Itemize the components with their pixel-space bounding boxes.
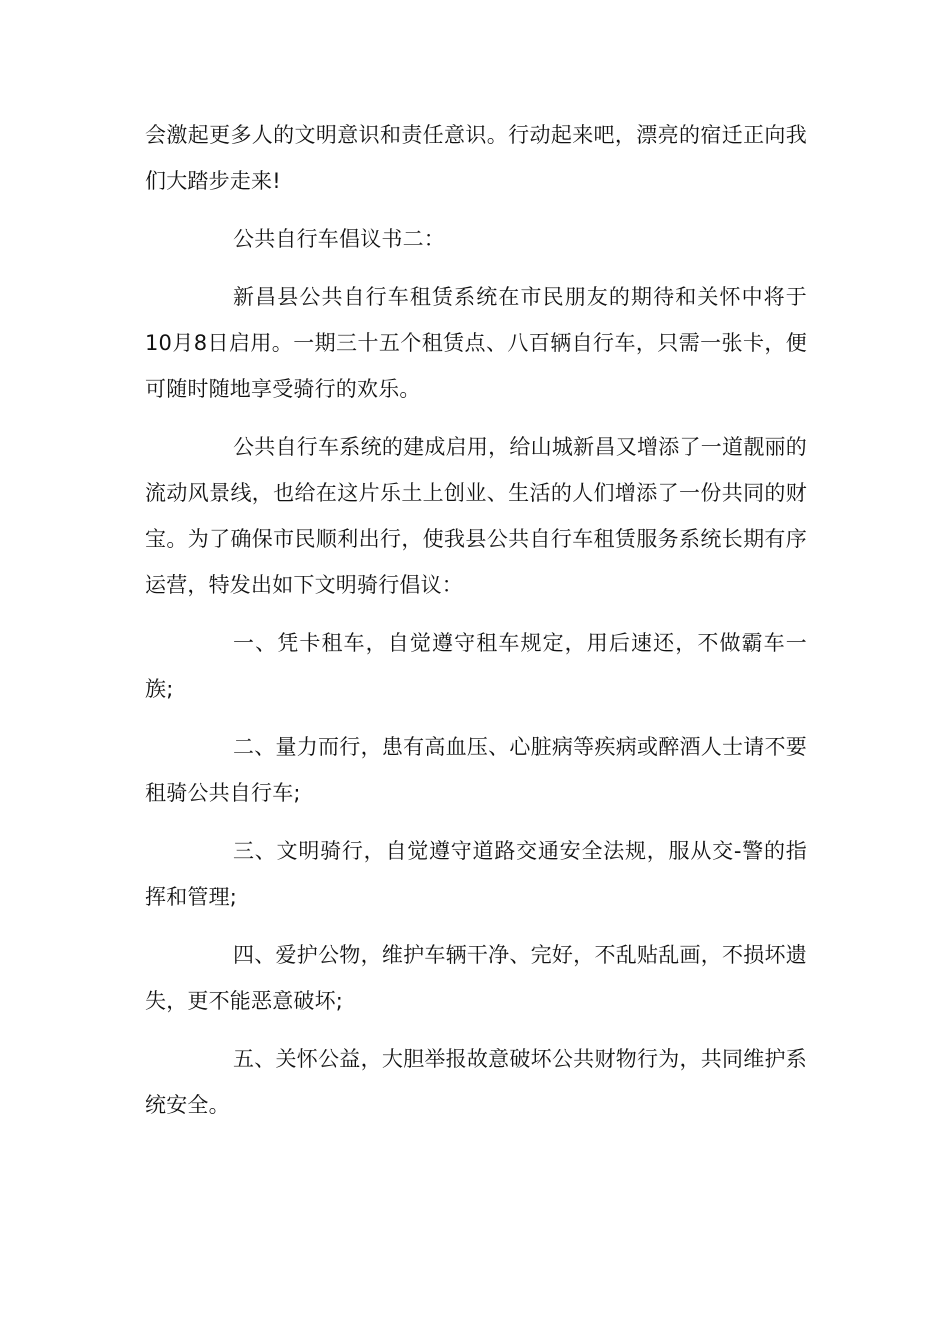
proposal-item-5: 五、关怀公益，大胆举报故意破坏公共财物行为，共同维护系统安全。: [145, 1047, 807, 1117]
proposal-item-4: 四、爱护公物，维护车辆干净、完好，不乱贴乱画，不损坏遗失，更不能恶意破坏;: [145, 943, 807, 1013]
paragraph-intro: 新昌县公共自行车租赁系统在市民朋友的期待和关怀中将于10月8日启用。一期三十五个租赁点、八百辆自行车，只需一张卡，便可随时随地享受骑行的欢乐。: [145, 285, 807, 401]
proposal-item-1: 一、凭卡租车，自觉遵守租车规定，用后速还，不做霸车一族;: [145, 631, 807, 701]
paragraph-purpose: 公共自行车系统的建成启用，给山城新昌又增添了一道靓丽的流动风景线，也给在这片乐土上创业、生活的人们增添了一份共同的财宝。为了确保市民顺利出行，使我县公共自行车租赁服务系统长期有序运营，特发出如下文明骑行倡议：: [145, 435, 807, 597]
proposal-item-3: 三、文明骑行，自觉遵守道路交通安全法规，服从交-警的指挥和管理;: [145, 839, 807, 909]
paragraph-continuation: 会激起更多人的文明意识和责任意识。行动起来吧，漂亮的宿迁正向我们大踏步走来!: [145, 123, 807, 193]
proposal-item-2: 二、量力而行，患有高血压、心脏病等疾病或醉酒人士请不要租骑公共自行车;: [145, 735, 807, 805]
document-body: [145, 112, 807, 1140]
section-heading: 公共自行车倡议书二：: [233, 227, 445, 251]
